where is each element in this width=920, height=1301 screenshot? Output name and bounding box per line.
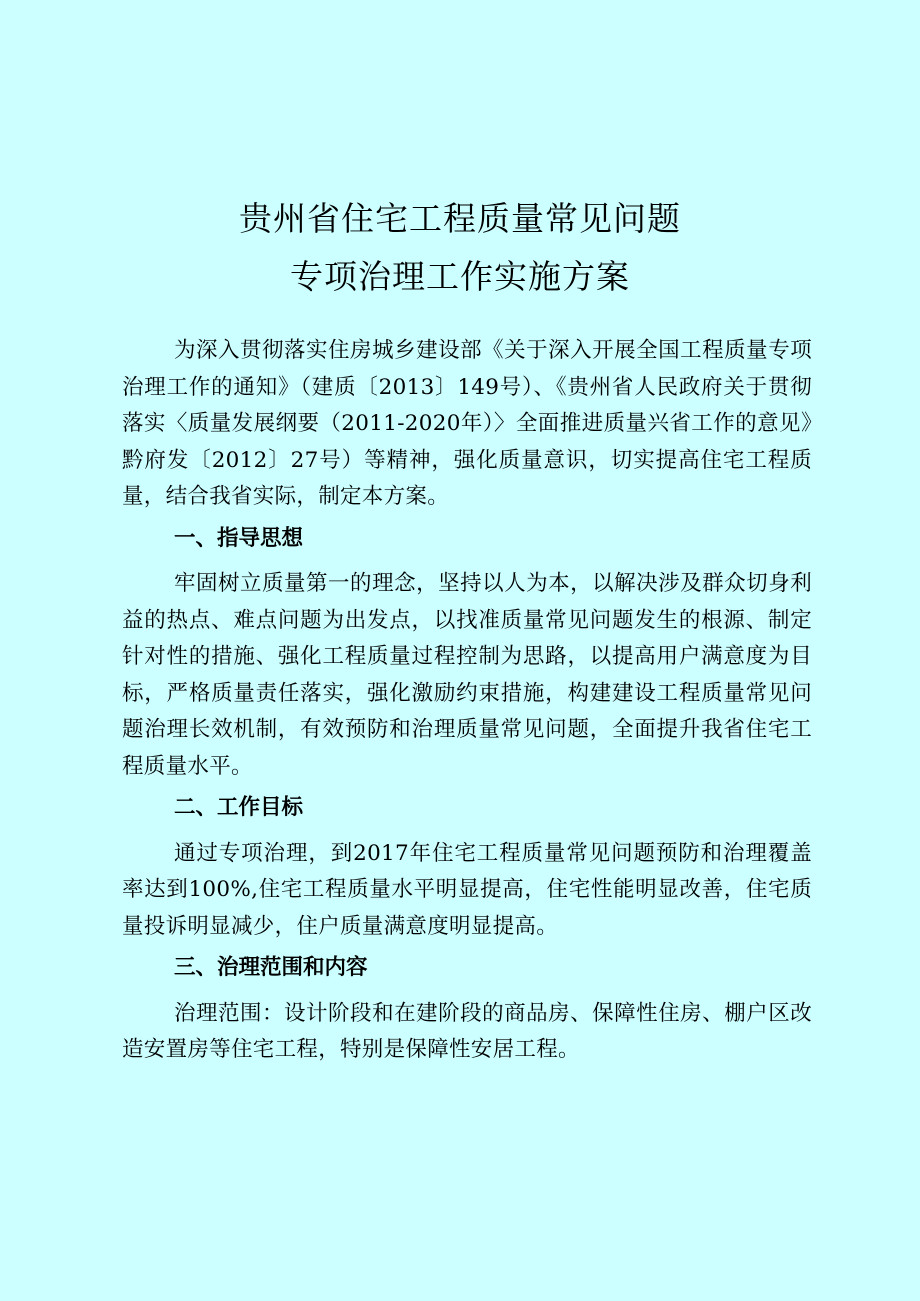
document-body [122,333,812,1074]
title-line-1: 贵州省住宅工程质量常见问题 [239,199,681,238]
document-title [0,190,920,306]
section-heading-guiding-ideology: 一、指导思想 [174,525,304,551]
section-paragraph-work-goals: 通过专项治理，到2017年住宅工程质量常见问题预防和治理覆盖率达到100%,住宅工程质量水平明显提高，住宅性能明显改善，住宅质量投诉明显减少，住户质量满意度明显提高。 [122,840,812,939]
section-heading-work-goals: 二、工作目标 [174,795,304,820]
intro-paragraph: 为深入贯彻落实住房城乡建设部《关于深入开展全国工程质量专项治理工作的通知》（建质〔2013〕149号）、《贵州省人民政府关于贯彻落实〈质量发展纲要（2011-2020年）〉全面推进质量兴省工作的意见》黔府发〔2012〕27号）等精神，强化质量意识，切实提高住宅工程质量，结合我省实际，制定本方案。 [122,338,812,509]
section-paragraph-guiding-ideology: 牢固树立质量第一的理念，坚持以人为本，以解决涉及群众切身利益的热点、难点问题为出发点，以找准质量常见问题发生的根源、制定针对性的措施、强化工程质量过程控制为思路，以提高用户满意度为目标，严格质量责任落实，强化激励约束措施，构建建设工程质量常见问题治理长效机制，有效预防和治理质量常见问题，全面提升我省住宅工程质量水平。 [122,571,812,779]
section-heading-scope-content: 三、治理范围和内容 [174,955,368,980]
title-line-2: 专项治理工作实施方案 [290,257,630,296]
section-paragraph-scope-content: 治理范围：设计阶段和在建阶段的商品房、保障性住房、棚户区改造安置房等住宅工程，特别是保障性安居工程。 [122,1000,812,1062]
